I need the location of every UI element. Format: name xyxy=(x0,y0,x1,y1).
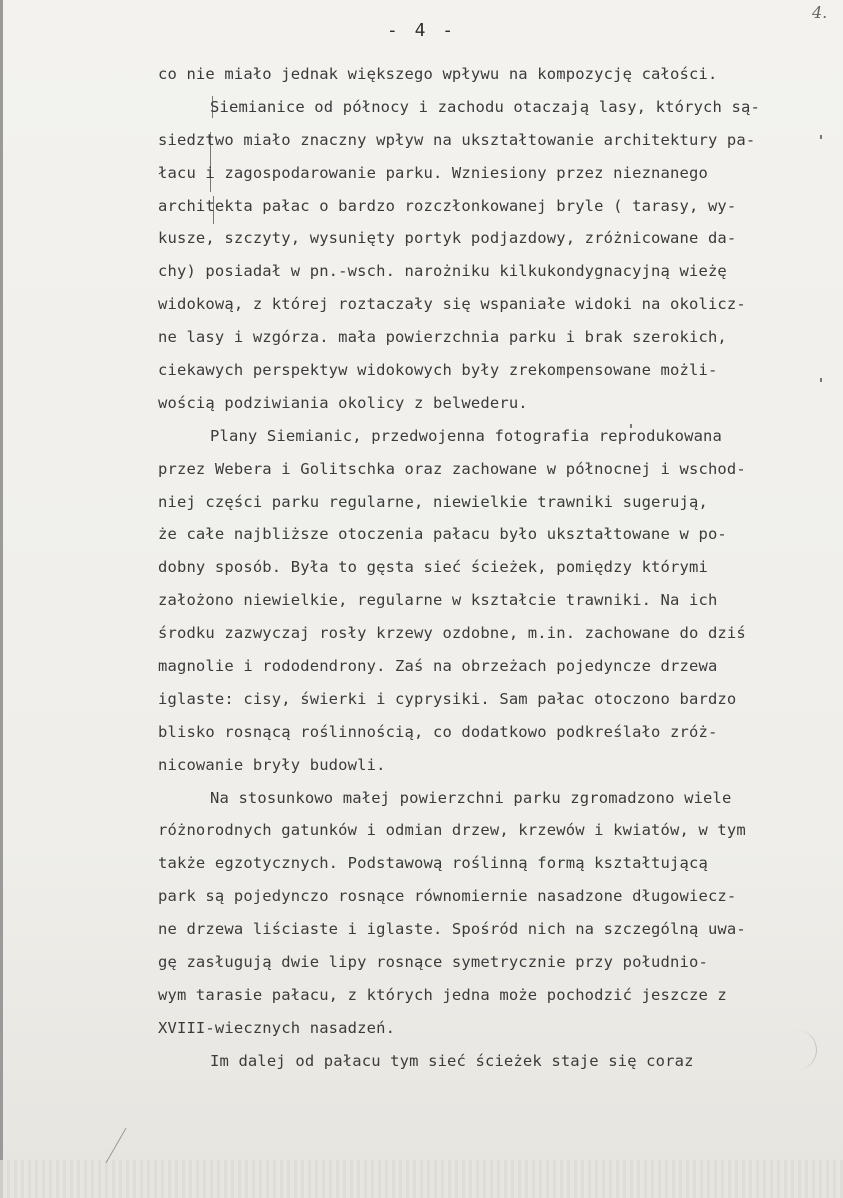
handwritten-page-note: 4. xyxy=(812,3,828,22)
text-line: XVIII-wiecznych nasadzeń. xyxy=(158,1018,396,1037)
text-line: co nie miało jednak większego wpływu na kompozycję całości. xyxy=(158,65,718,83)
text-line: siedztwo miało znaczny wpływ na ukształtowanie architektury pa- xyxy=(158,130,756,149)
margin-dot xyxy=(820,378,822,382)
text-line: Na stosunkowo małej powierzchni parku zgromadzono wiele xyxy=(210,788,732,807)
text-line: przez Webera i Golitschka oraz zachowane w północnej i wschod- xyxy=(158,459,746,478)
text-line: magnolie i rododendrony. Zaś na obrzeżach pojedyncze drzewa xyxy=(158,657,718,676)
text-line: że całe najbliższe otoczenia pałacu było ukształtowane w po- xyxy=(158,525,727,544)
text-line: gę zasługują dwie lipy rosnące symetrycznie przy południo- xyxy=(158,953,708,972)
text-line: niej części parku regularne, niewielkie trawniki sugerują, xyxy=(158,492,708,511)
page-number: - 4 - xyxy=(386,20,457,41)
text-line: Im dalej od pałacu tym sieć ścieżek staje się coraz xyxy=(210,1051,694,1070)
scan-edge xyxy=(0,0,3,1198)
pen-stroke xyxy=(106,1128,127,1163)
text-line: ciekawych perspektyw widokowych były zrekompensowane możli- xyxy=(158,361,718,380)
text-line: ne lasy i wzgórza. mała powierzchnia parku i brak szerokich, xyxy=(158,328,727,347)
margin-dot xyxy=(820,135,822,139)
text-line: łacu i zagospodarowanie parku. Wzniesiony przez nieznanego xyxy=(158,163,708,182)
text-line: ne drzewa liściaste i iglaste. Spośród nich na szczególną uwa- xyxy=(158,920,746,939)
text-line: widokową, z której roztaczały się wspaniałe widoki na okolicz- xyxy=(158,295,746,314)
text-line: park są pojedynczo rosnące równomiernie nasadzone długowiecz- xyxy=(158,887,737,906)
text-line: Siemianice od północy i zachodu otaczają lasy, których są- xyxy=(210,97,760,116)
scan-artifact xyxy=(0,1160,843,1198)
text-line: blisko rosnącą roślinnością, co dodatkowo podkreślało zróż- xyxy=(158,722,718,741)
typed-text-block xyxy=(158,58,808,1078)
text-line: środku zazwyczaj rosły krzewy ozdobne, m.in. zachowane do dziś xyxy=(158,624,746,643)
text-line: kusze, szczyty, wysunięty portyk podjazdowy, zróżnicowane da- xyxy=(158,229,737,248)
text-line: architekta pałac o bardzo rozczłonkowanej bryle ( tarasy, wy- xyxy=(158,196,737,215)
text-line: także egzotycznych. Podstawową roślinną formą kształtującą xyxy=(158,854,708,873)
text-line: wym tarasie pałacu, z których jedna może pochodzić jeszcze z xyxy=(158,985,727,1004)
text-line: założono niewielkie, regularne w kształcie trawniki. Na ich xyxy=(158,591,718,610)
text-line: nicowanie bryły budowli. xyxy=(158,755,386,774)
text-line: iglaste: cisy, świerki i cyprysiki. Sam pałac otoczono bardzo xyxy=(158,689,737,708)
text-line: Plany Siemianic, przedwojenna fotografia reprodukowana xyxy=(210,426,723,445)
text-line: chy) posiadał w pn.-wsch. narożniku kilkukondygnacyjną wieżę xyxy=(158,262,727,281)
text-line: różnorodnych gatunków i odmian drzew, krzewów i kwiatów, w tym xyxy=(158,821,746,840)
text-line: wością podziwiania okolicy z belwederu. xyxy=(158,393,528,412)
text-line: dobny sposób. Była to gęsta sieć ścieżek, pomiędzy którymi xyxy=(158,558,708,577)
